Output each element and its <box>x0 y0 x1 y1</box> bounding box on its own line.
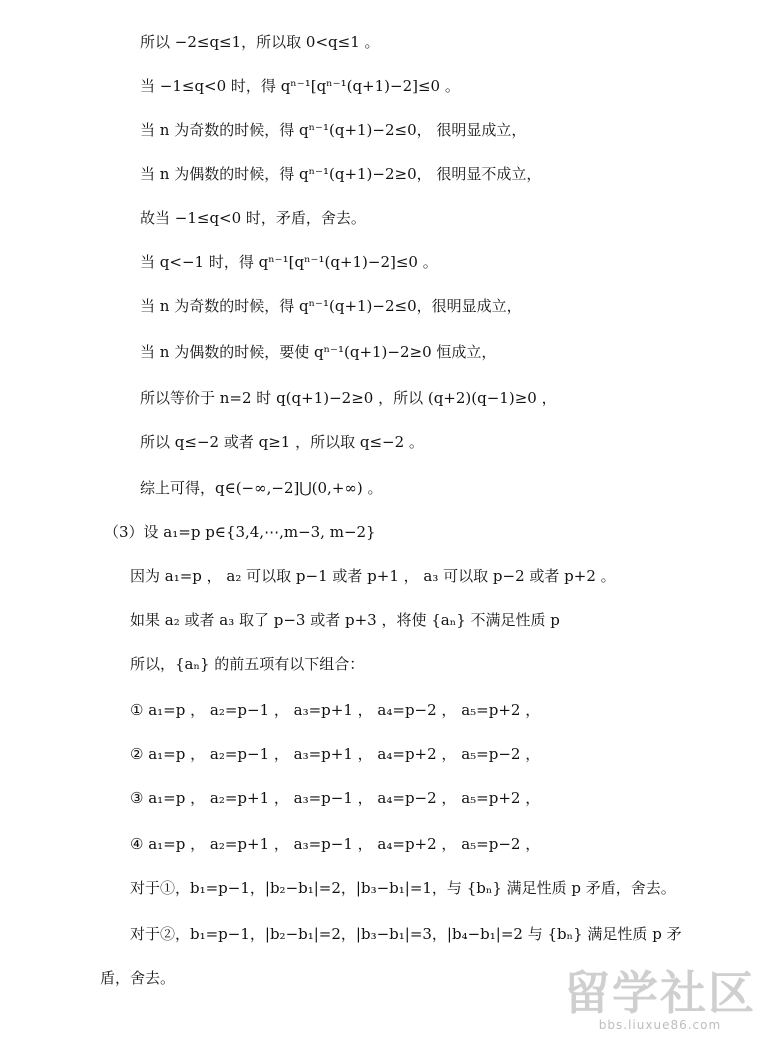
line-5: 故当 −1≤q<0 时，矛盾，舍去。 <box>140 209 366 227</box>
line-14: 如果 a₂ 或者 a₃ 取了 p−3 或者 p+3 ，将使 {aₙ} 不满足性质 p <box>130 611 560 629</box>
line-15: 所以，{aₙ} 的前五项有以下组合： <box>130 655 365 673</box>
line-3: 当 n 为奇数的时候，得 qⁿ⁻¹(q+1)−2≤0， 很明显成立， <box>140 121 527 139</box>
line-19: ④ a₁=p ， a₂=p+1 ， a₃=p−1 ， a₄=p+2 ， a₅=p−2 ， <box>130 835 541 853</box>
line-16: ① a₁=p ， a₂=p−1 ， a₃=p+1 ， a₄=p−2 ， a₅=p+2 ， <box>130 701 541 719</box>
line-21: 对于②，b₁=p−1，|b₂−b₁|=2，|b₃−b₁|=3，|b₄−b₁|=2 与 {bₙ} 满足性质 p 矛 <box>130 925 682 943</box>
line-7: 当 n 为奇数的时候，得 qⁿ⁻¹(q+1)−2≤0，很明显成立， <box>140 297 522 315</box>
line-1: 所以 −2≤q≤1，所以取 0<q≤1 。 <box>140 33 380 51</box>
line-11: 综上可得，q∈(−∞,−2]⋃(0,+∞) 。 <box>140 479 383 497</box>
line-4: 当 n 为偶数的时候，得 qⁿ⁻¹(q+1)−2≥0， 很明显不成立， <box>140 165 542 183</box>
watermark-text: 留学社区 <box>564 966 756 1020</box>
line-8: 当 n 为偶数的时候，要使 qⁿ⁻¹(q+1)−2≥0 恒成立， <box>140 343 497 361</box>
line-22: 盾，舍去。 <box>100 969 176 987</box>
line-9: 所以等价于 n=2 时 q(q+1)−2≥0 ，所以 (q+2)(q−1)≥0 ， <box>140 389 557 407</box>
line-18: ③ a₁=p ， a₂=p+1 ， a₃=p−1 ， a₄=p−2 ， a₅=p+2 ， <box>130 789 541 807</box>
line-6: 当 q<−1 时，得 qⁿ⁻¹[qⁿ⁻¹(q+1)−2]≤0 。 <box>140 253 438 271</box>
watermark-logo <box>564 968 756 1032</box>
line-17: ② a₁=p ， a₂=p−1 ， a₃=p+1 ， a₄=p+2 ， a₅=p−2 ， <box>130 745 541 763</box>
watermark-url: bbs.liuxue86.com <box>598 1018 722 1032</box>
line-12: （3）设 a₁=p p∈{3,4,⋯,m−3, m−2} <box>104 523 376 541</box>
line-13: 因为 a₁=p ， a₂ 可以取 p−1 或者 p+1 ， a₃ 可以取 p−2 或者 p+2 。 <box>130 567 616 585</box>
line-2: 当 −1≤q<0 时，得 qⁿ⁻¹[qⁿ⁻¹(q+1)−2]≤0 。 <box>140 77 460 95</box>
line-20: 对于①，b₁=p−1，|b₂−b₁|=2，|b₃−b₁|=1，与 {bₙ} 满足性质 p 矛盾，舍去。 <box>130 879 676 897</box>
line-10: 所以 q≤−2 或者 q≥1 ，所以取 q≤−2 。 <box>140 433 424 451</box>
